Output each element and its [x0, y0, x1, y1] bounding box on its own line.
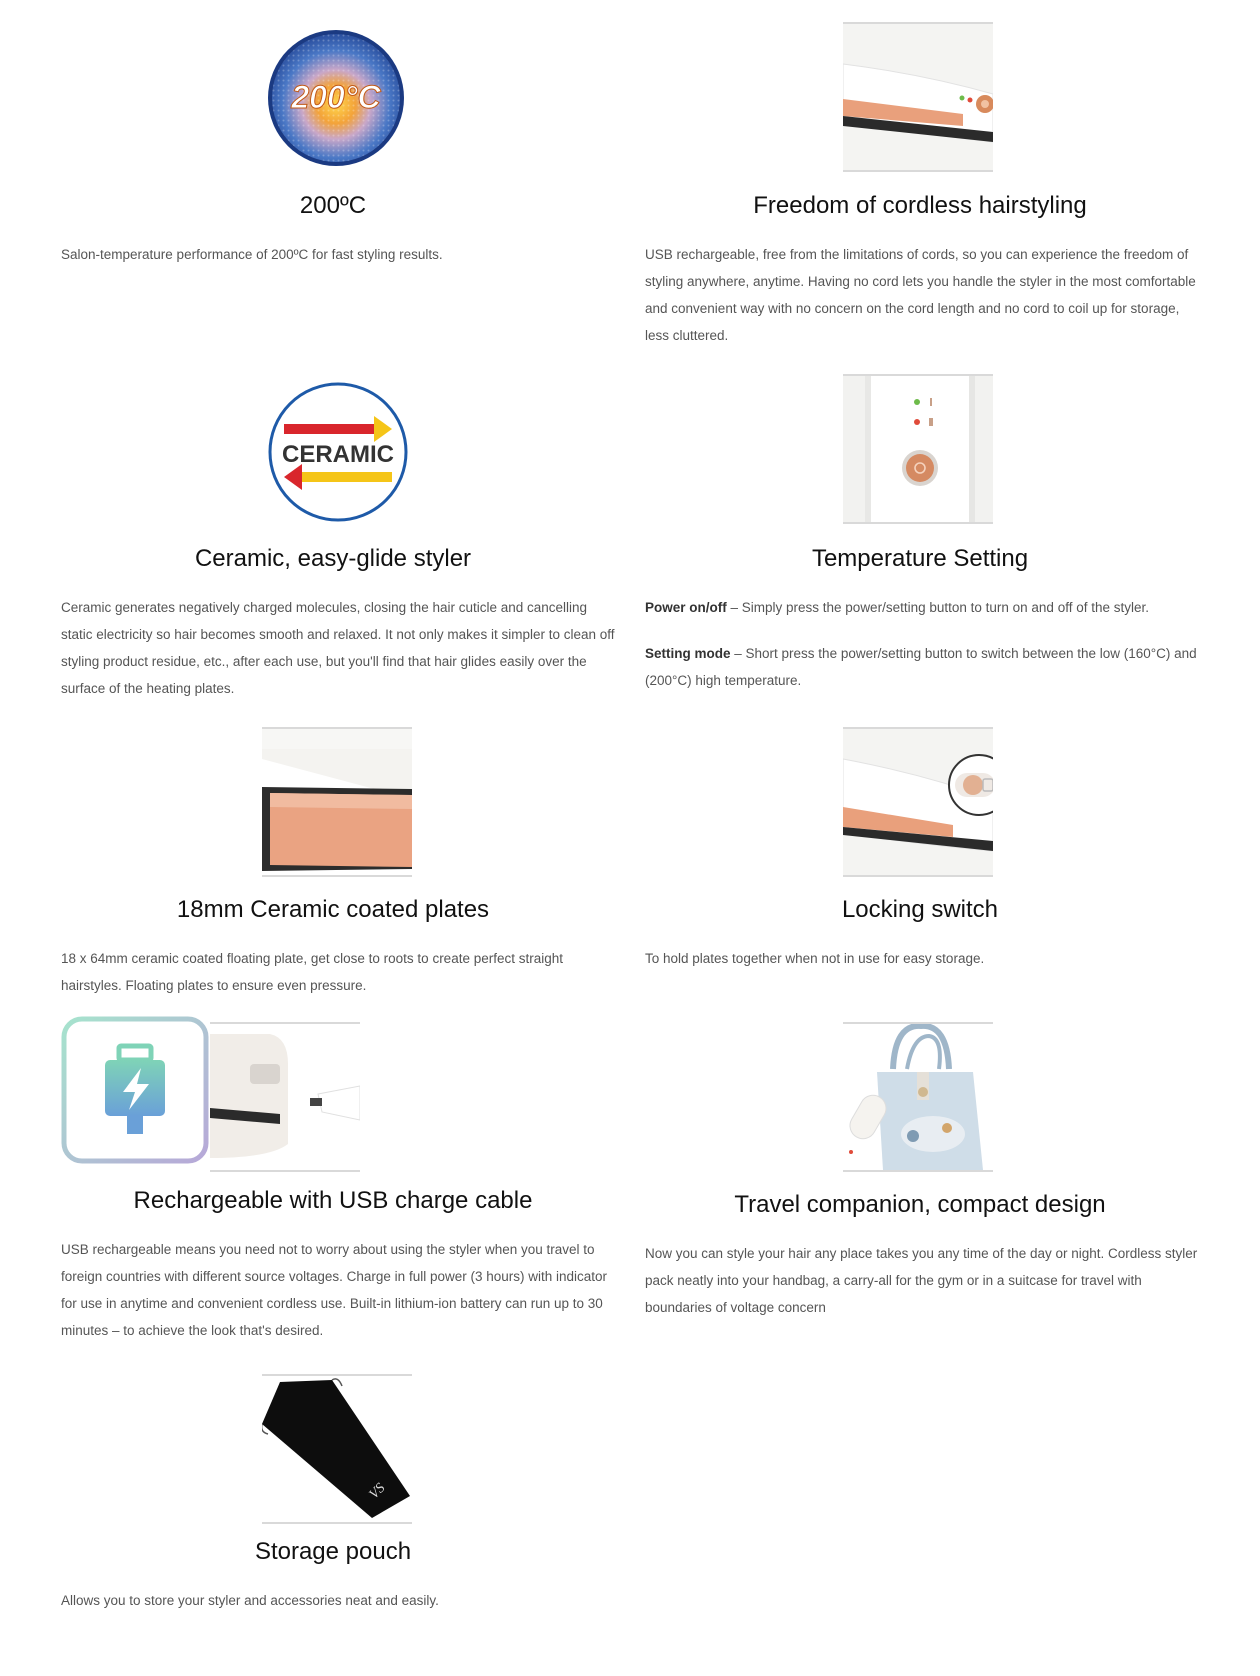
temperature-badge-icon [266, 28, 416, 178]
feature-title: Locking switch [841, 896, 999, 923]
feature-title: 18mm Ceramic coated plates [176, 896, 490, 923]
handbag-image [843, 1022, 993, 1172]
storage-pouch-image [262, 1374, 412, 1524]
feature-title: Freedom of cordless hairstyling [753, 192, 1087, 219]
feature-description: Now you can style your hair any place takes you any time of the day or night. Cordless styler pack neatly into your handbag, a carry-all for the gym or in a suitcase for travel with boundaries of voltage concern [645, 1246, 1198, 1315]
power-description [645, 594, 1205, 621]
feature-title: Storage pouch [254, 1538, 412, 1565]
ceramic-badge-icon [266, 380, 416, 530]
feature-title: Ceramic, easy-glide styler [194, 545, 472, 572]
ceramic-plate-image [262, 727, 412, 877]
mode-text: – Short press the power/setting button to switch between the low (160°C) and (200°C) high temperature. [645, 646, 1197, 688]
feature-title: Temperature Setting [811, 545, 1029, 572]
feature-description: 18 x 64mm ceramic coated floating plate, get close to roots to create perfect straight hairstyles. Floating plates to ensure even pressure. [61, 951, 564, 993]
mode-label: Setting mode [645, 646, 731, 661]
feature-description: Salon-temperature performance of 200ºC for fast styling results. [61, 247, 443, 262]
feature-title: Travel companion, compact design [734, 1191, 1106, 1218]
usb-charge-icon [61, 1016, 209, 1164]
power-text: – Simply press the power/setting button to turn on and off of the styler. [726, 600, 1149, 615]
ceramic-badge-text: CERAMIC [282, 441, 394, 468]
temperature-badge-text: 200°C [291, 79, 381, 115]
pouch-logo: VS [366, 1480, 389, 1503]
power-label: Power on/off [645, 600, 727, 615]
usb-cable-image [210, 1022, 360, 1172]
feature-description: Ceramic generates negatively charged molecules, closing the hair cuticle and cancelling static electricity so hair becomes smooth and relaxed. It not only makes it simpler to clean off styling product residue, etc., after each use, but you'll find that hair glides easily over the surface of the heating plates. [61, 600, 615, 696]
power-button-image [843, 374, 993, 524]
feature-title: Rechargeable with USB charge cable [133, 1187, 533, 1214]
feature-description: Allows you to store your styler and accessories neat and easily. [61, 1593, 439, 1608]
feature-description: USB rechargeable, free from the limitations of cords, so you can experience the freedom of styling anywhere, anytime. Having no cord lets you handle the styler in the most comfortable and convenient way with no concern on the cord length and no cord to coil up for storage, less cluttered. [645, 247, 1196, 343]
feature-description: To hold plates together when not in use for easy storage. [645, 951, 985, 966]
mode-description [645, 640, 1205, 694]
lock-switch-image [843, 727, 993, 877]
feature-description: USB rechargeable means you need not to worry about using the styler when you travel to foreign countries with different source voltages. Charge in full power (3 hours) with indicator for use in anytime and convenient cordless use. Built-in lithium-ion battery can run up to 30 minutes – to achieve the look that's desired. [61, 1242, 608, 1338]
styler-tip-image [843, 22, 993, 172]
feature-title: 200ºC [299, 192, 367, 219]
